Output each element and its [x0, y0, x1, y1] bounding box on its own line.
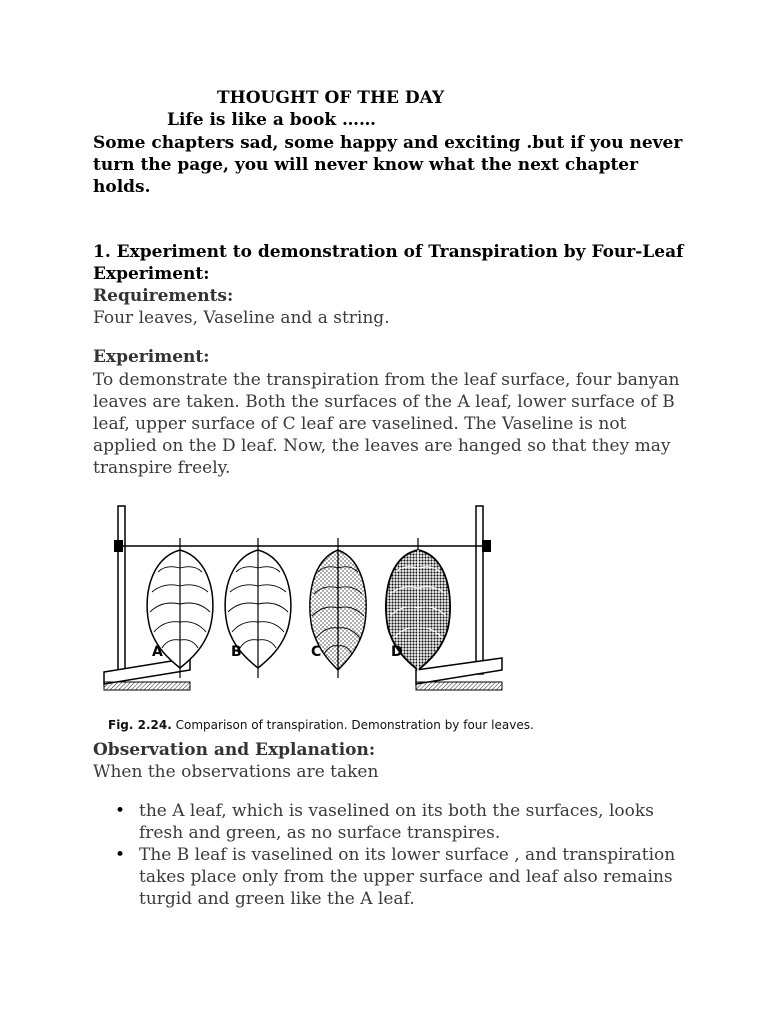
four-leaf-experiment-figure	[98, 498, 518, 708]
figure-caption-text: Comparison of transpiration. Demonstration by four leaves.	[175, 718, 534, 732]
requirements-text: Four leaves, Vaseline and a string.	[93, 308, 390, 328]
bullet-icon: •	[115, 845, 126, 865]
thought-quote: Some chapters sad, some happy and exciting .but if you never turn the page, you will never know what the next chapter holds.	[93, 133, 683, 197]
list-item	[93, 844, 693, 910]
leaf-label-d: D	[391, 644, 403, 660]
figure-caption	[108, 718, 534, 732]
experiment-heading: Experiment:	[93, 347, 210, 367]
leaf-label-b: B	[231, 644, 242, 660]
section-title: 1. Experiment to demonstration of Transpiration by Four-Leaf Experiment:	[93, 242, 684, 284]
figure-caption-number: Fig. 2.24.	[108, 718, 172, 732]
requirements-heading: Requirements:	[93, 286, 234, 306]
observation-text: When the observations are taken	[93, 762, 379, 782]
leaf-label-c: C	[311, 644, 322, 660]
list-item	[93, 800, 693, 844]
bullet-icon: •	[115, 801, 126, 821]
experiment-text: To demonstrate the transpiration from the leaf surface, four banyan leaves are taken. Both the surfaces of the A leaf, lower surface of B leaf, upper surface of C leaf are vaselined. The Vaseline is not applied on the D leaf. Now, the leaves are hanged so that they may transpire freely.	[93, 370, 680, 478]
observation-heading: Observation and Explanation:	[93, 740, 376, 760]
list-item-text: The B leaf is vaselined on its lower surface , and transpiration takes place only from the upper surface and leaf also remains turgid and green like the A leaf.	[139, 845, 676, 909]
thought-heading: THOUGHT OF THE DAY	[217, 88, 445, 108]
thought-subheading: Life is like a book ……	[167, 110, 377, 130]
list-item-text: the A leaf, which is vaselined on its both the surfaces, looks fresh and green, as no surface transpires.	[139, 801, 654, 843]
observation-list	[93, 800, 693, 910]
leaf-label-a: A	[152, 644, 163, 660]
